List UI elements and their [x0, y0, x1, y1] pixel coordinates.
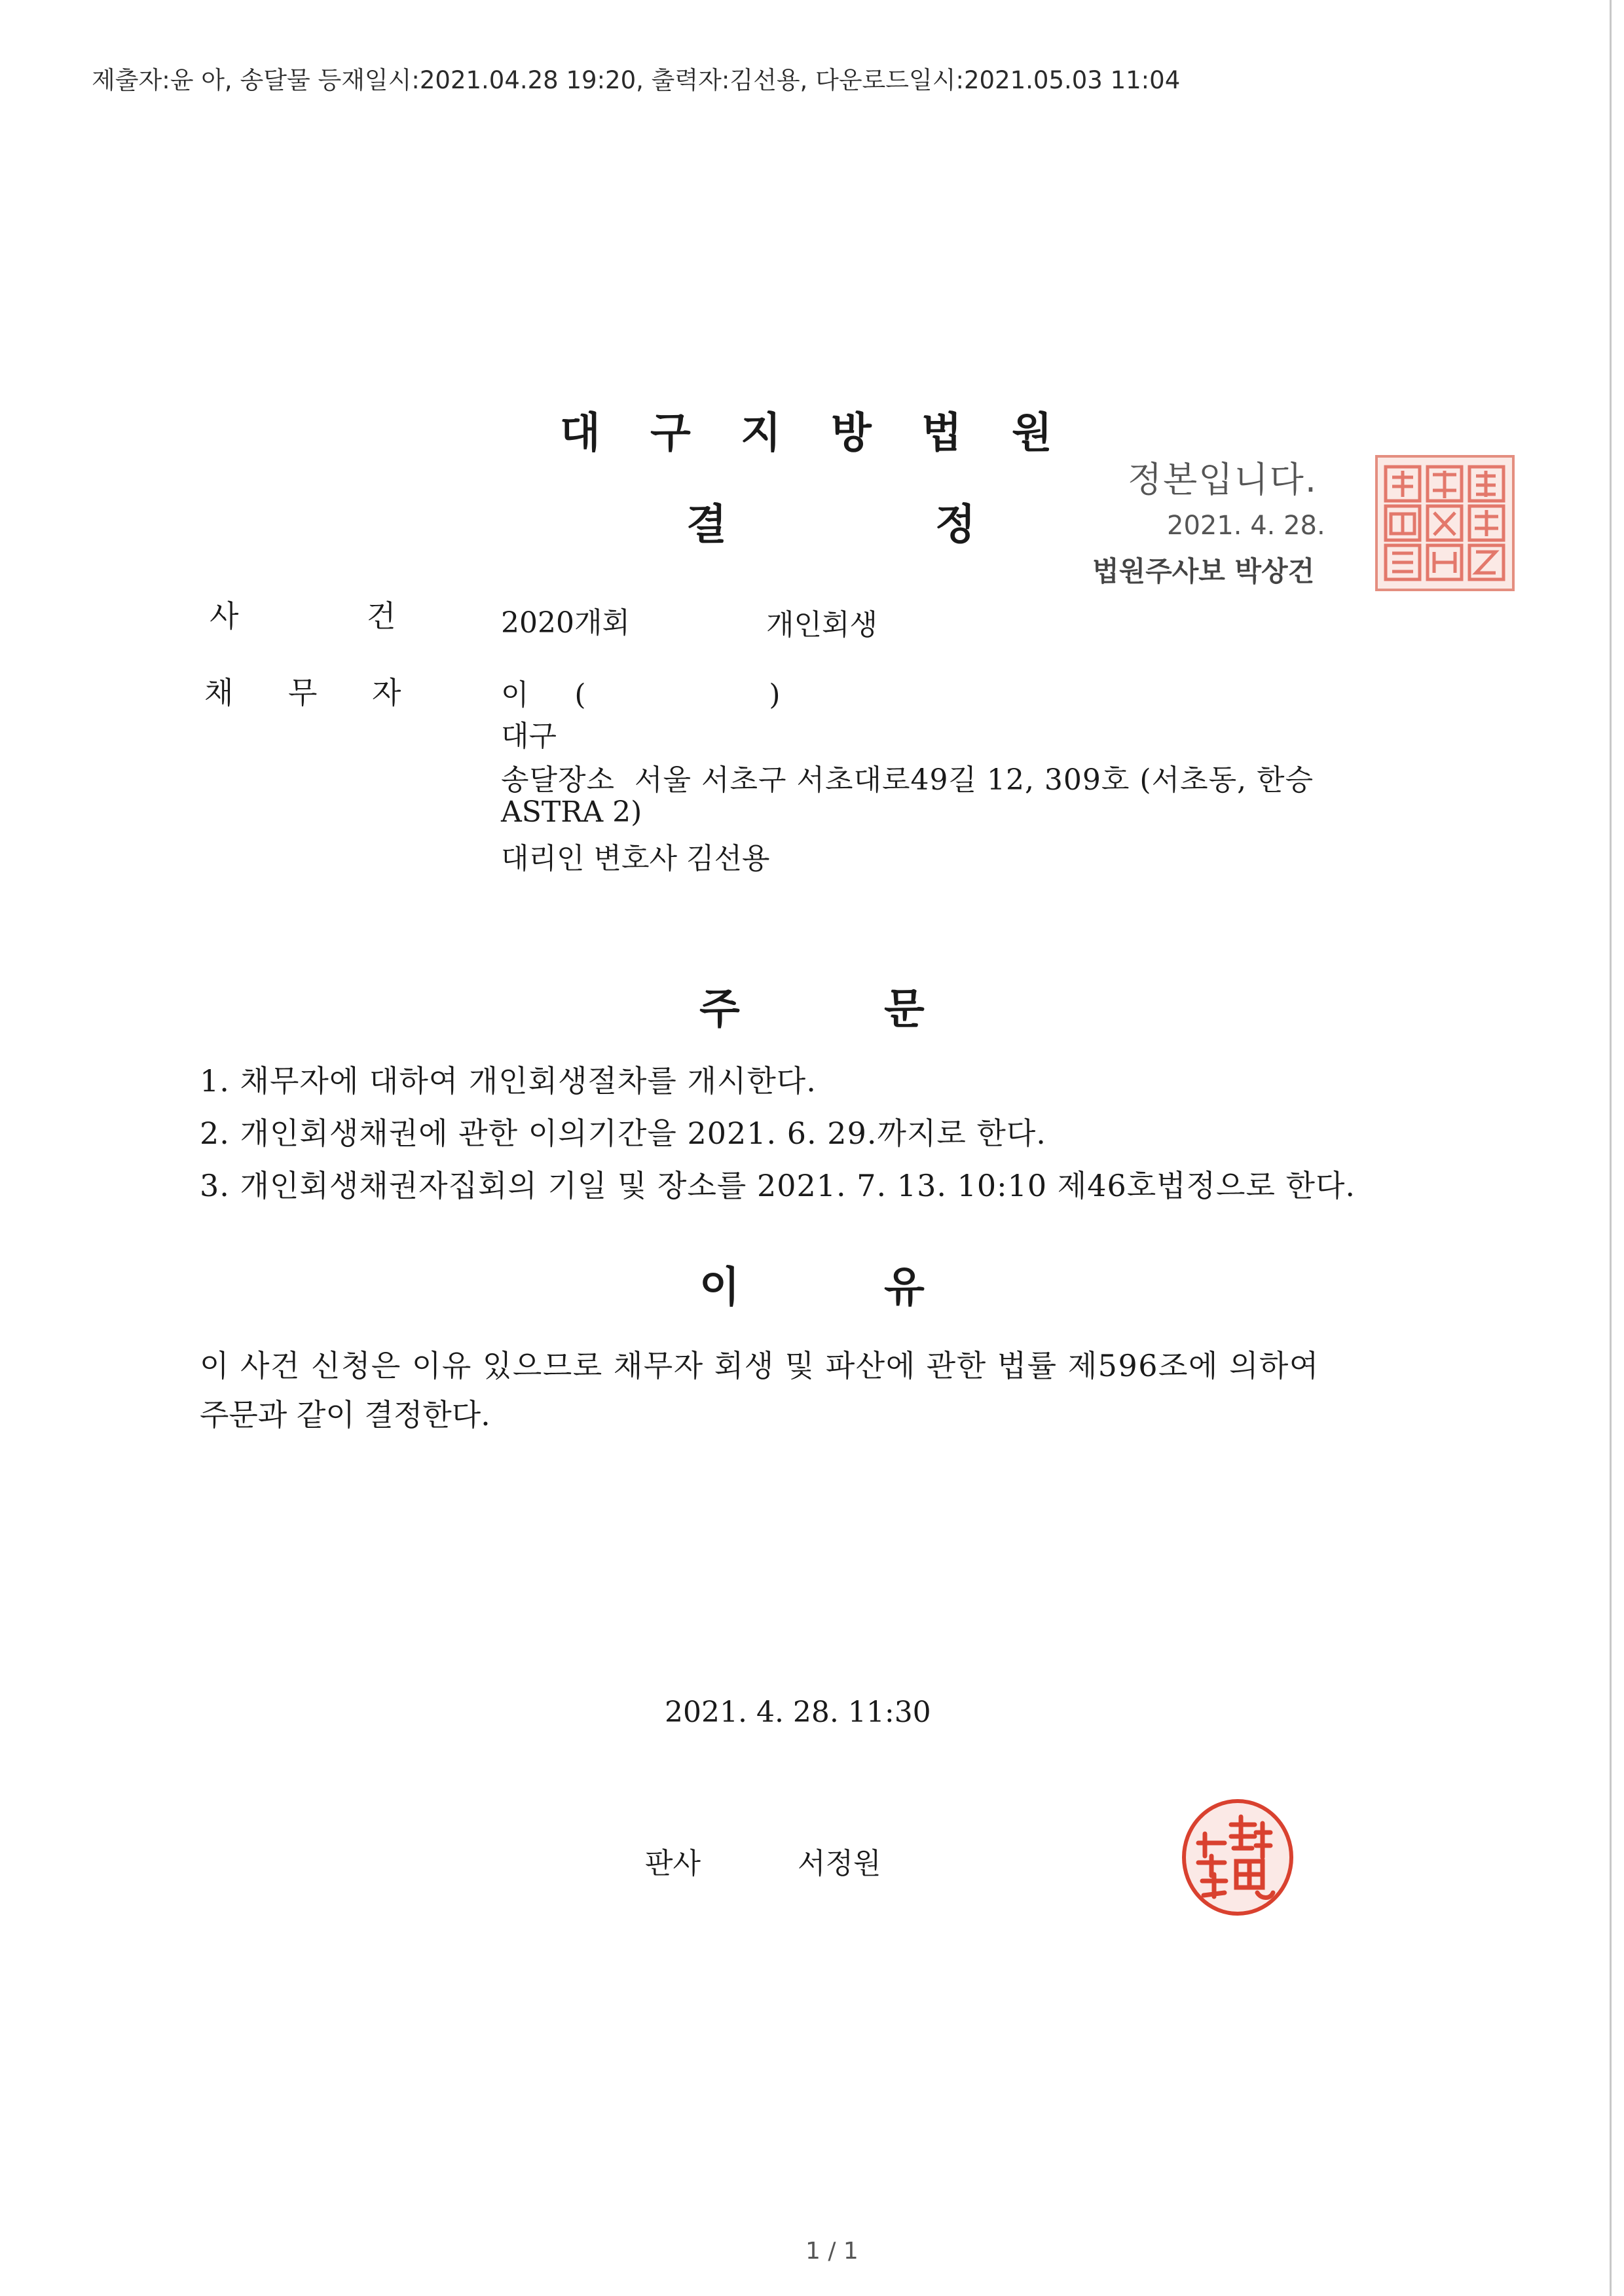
- order-title-char: 문: [884, 985, 925, 1034]
- court-name-char: 방: [831, 409, 872, 458]
- order-item: 2. 개인회생채권에 관한 이의기간을 2021. 6. 29.까지로 한다.: [200, 1116, 1046, 1151]
- judge-seal-stamp: [1179, 1797, 1297, 1918]
- service-address-continued: ASTRA 2): [501, 795, 642, 829]
- reason-title-char: 이: [699, 1264, 740, 1312]
- reason-section-title: [699, 1254, 1069, 1314]
- court-seal-stamp: [1375, 455, 1515, 591]
- debtor-label-char: 자: [372, 675, 401, 710]
- judge-seal-graphic: [1179, 1797, 1297, 1918]
- document-title-char: 결: [686, 501, 727, 549]
- scan-edge-line: [1610, 0, 1612, 2296]
- case-label: [210, 592, 524, 636]
- debtor-label-char: 채: [204, 675, 234, 710]
- order-section-title: [699, 975, 1069, 1036]
- case-type: 개인회생: [766, 608, 878, 642]
- court-name-title: [560, 399, 1102, 460]
- certification-officer: 법원주사보 박상건: [1092, 555, 1315, 587]
- page-number: 1 / 1: [805, 2238, 858, 2265]
- certification-text: 정본입니다.: [1128, 459, 1318, 500]
- order-item: 3. 개인회생채권자집회의 기일 및 장소를 2021. 7. 13. 10:10 제46호법정으로 한다.: [200, 1168, 1356, 1203]
- debtor-name: 이 ( ): [501, 678, 781, 712]
- reason-text-line: 주문과 같이 결정한다.: [200, 1397, 490, 1432]
- order-item: 1. 채무자에 대하여 개인회생절차를 개시한다.: [200, 1063, 817, 1099]
- judge-label: 판사: [645, 1847, 701, 1880]
- order-title-char: 주: [699, 985, 740, 1034]
- case-label-char: 건: [367, 598, 396, 634]
- debtor-label-char: 무: [288, 675, 318, 710]
- service-address: 송달장소 서울 서초구 서초대로49길 12, 309호 (서초동, 한승: [501, 763, 1314, 797]
- court-name-char: 구: [650, 409, 691, 458]
- case-number: 2020개회: [501, 606, 630, 640]
- court-seal-graphic: [1378, 458, 1512, 589]
- court-name-char: 법: [921, 409, 962, 458]
- case-label-char: 사: [210, 598, 239, 634]
- court-name-char: 원: [1012, 409, 1052, 458]
- debtor-label: [204, 669, 456, 712]
- judge-name: 서정원: [798, 1847, 881, 1880]
- reason-title-char: 유: [884, 1264, 925, 1312]
- reason-text-line: 이 사건 신청은 이유 있으므로 채무자 회생 및 파산에 관한 법률 제596조에 의하여: [200, 1348, 1320, 1383]
- decision-date: 2021. 4. 28. 11:30: [665, 1696, 931, 1729]
- document-title-char: 정: [935, 501, 976, 549]
- court-name-char: 지: [741, 409, 781, 458]
- submission-info-header: 제출자:윤 아, 송달물 등재일시:2021.04.28 19:20, 출력자:김선용, 다운로드일시:2021.05.03 11:04: [92, 66, 1181, 94]
- court-name-char: 대: [560, 409, 600, 458]
- document-title: [686, 491, 1184, 551]
- debtor-city: 대구: [501, 720, 557, 753]
- legal-agent: 대리인 변호사 김선용: [501, 842, 770, 875]
- certification-date: 2021. 4. 28.: [1167, 511, 1325, 541]
